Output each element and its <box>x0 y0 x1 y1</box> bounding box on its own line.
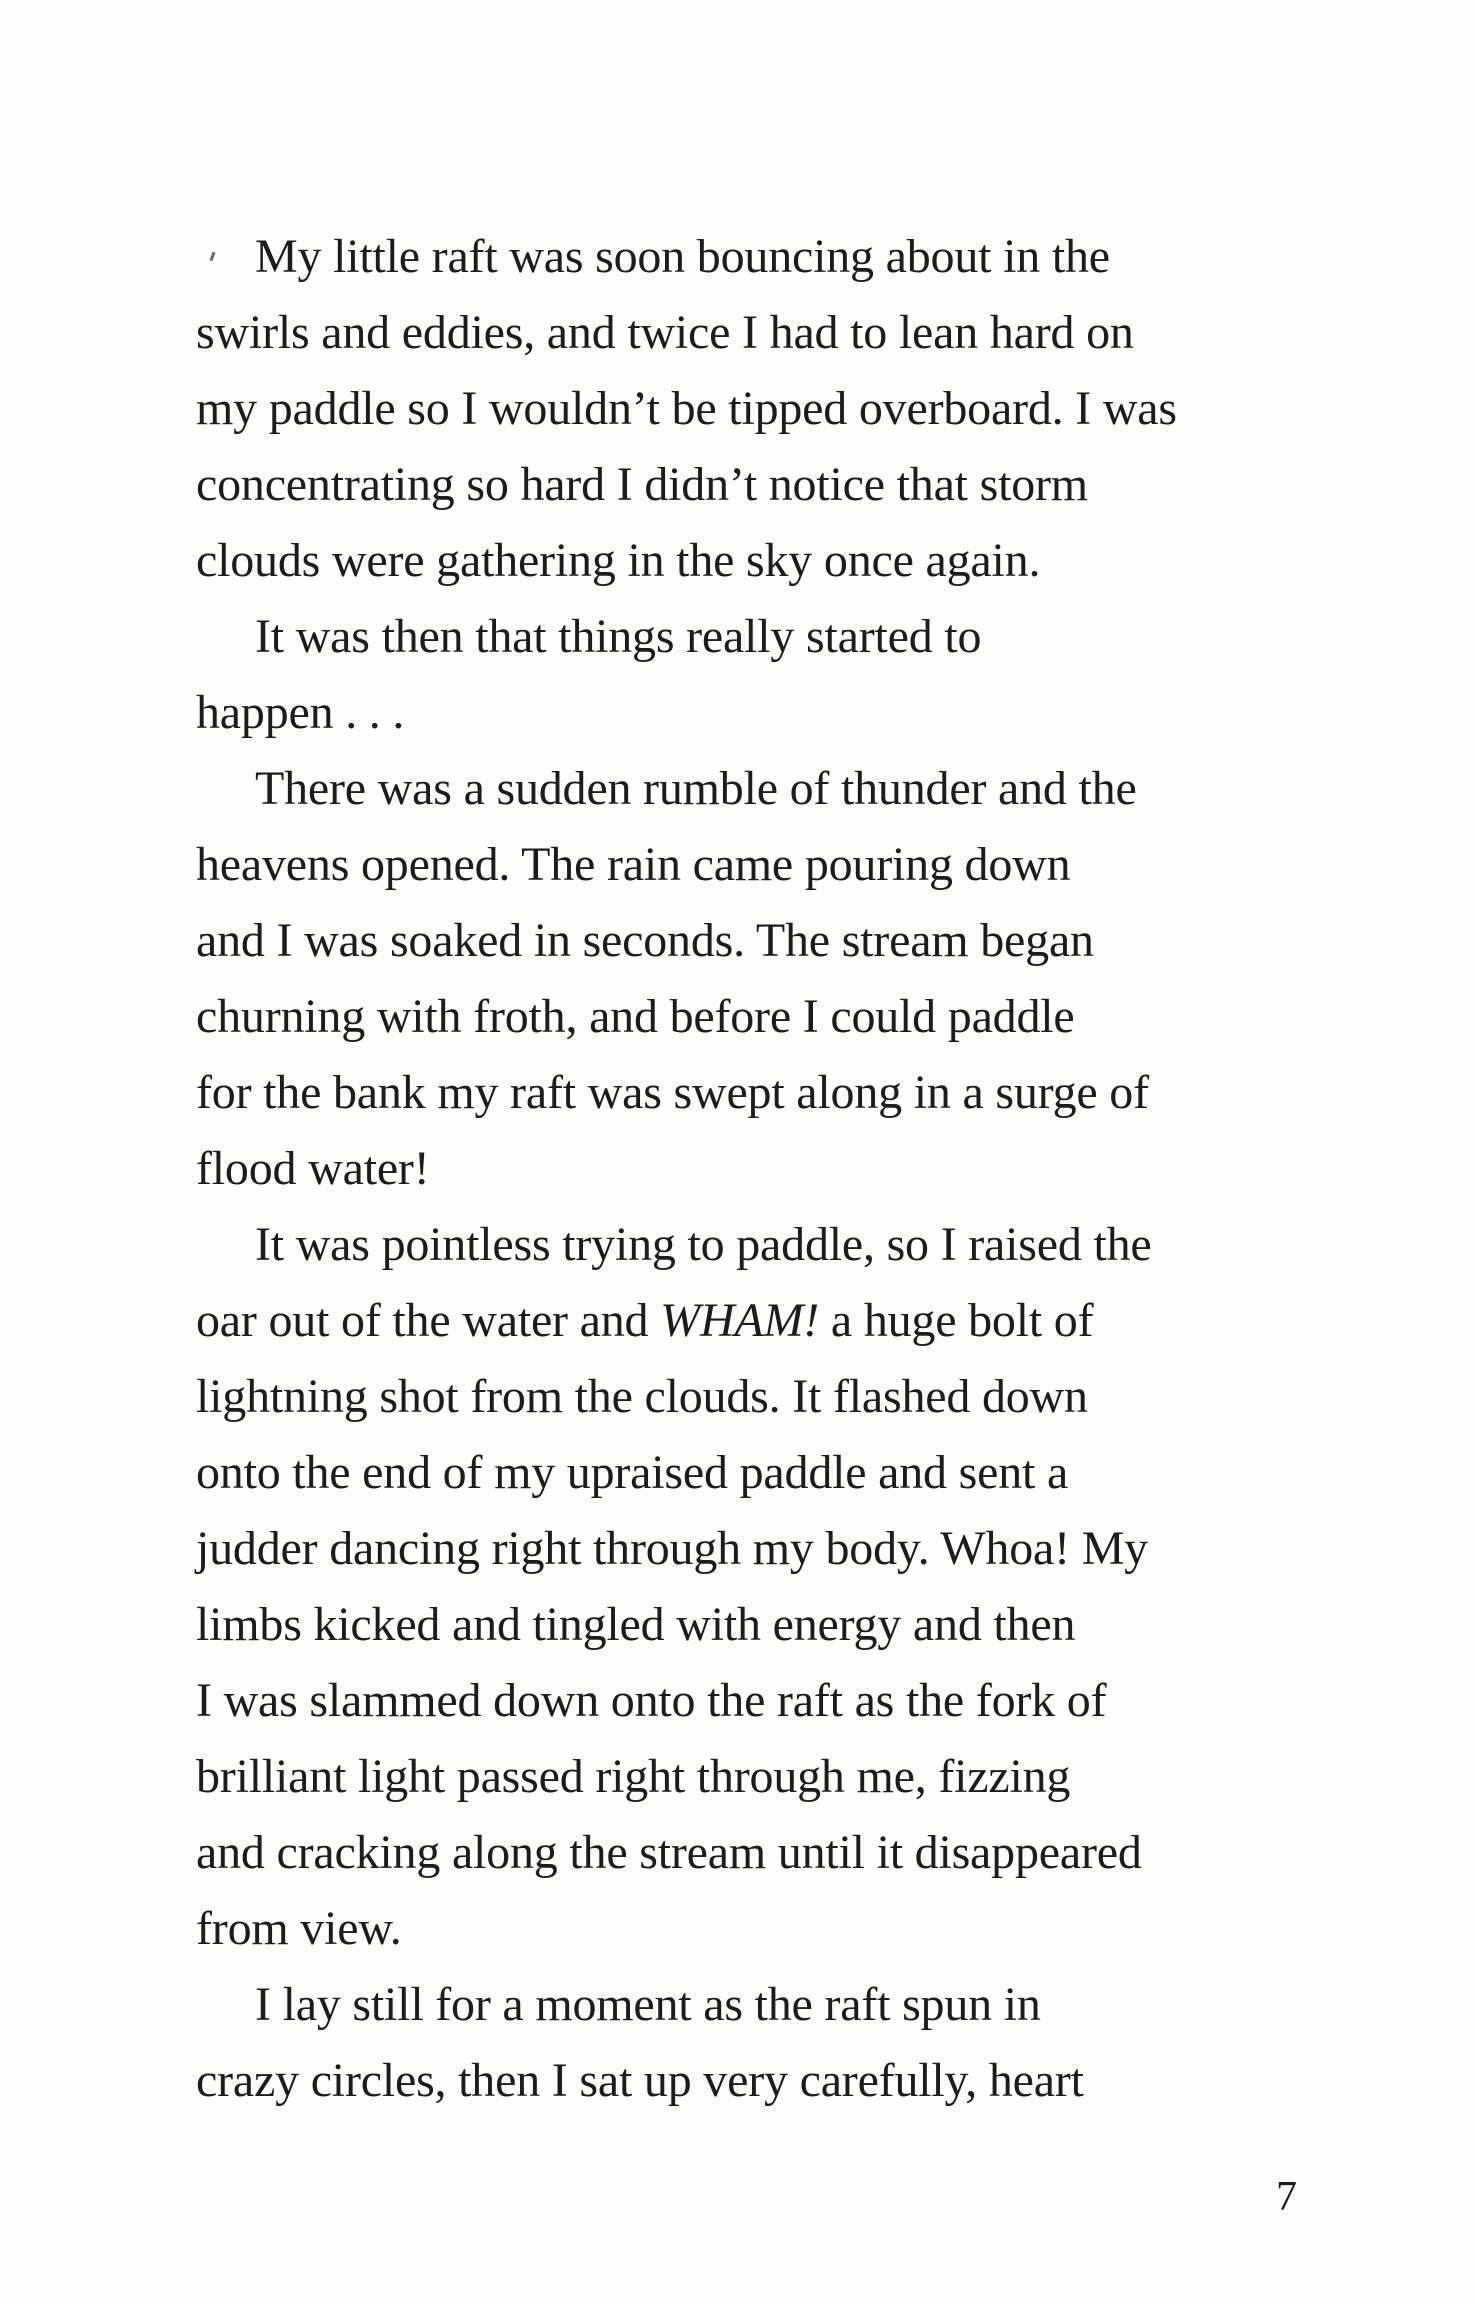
text-line: my paddle so I wouldn’t be tipped overboard. I was <box>196 382 1177 435</box>
text-line: for the bank my raft was swept along in a surge of <box>196 1066 1149 1119</box>
page-number: 7 <box>1276 2174 1297 2220</box>
text-line: churning with froth, and before I could paddle <box>196 990 1075 1043</box>
text-line: I was slammed down onto the raft as the fork of <box>196 1674 1107 1727</box>
text-line <box>196 1283 1306 1359</box>
text-line: I lay still for a moment as the raft spun in <box>255 1978 1041 2031</box>
text-line: clouds were gathering in the sky once again. <box>196 534 1041 587</box>
text-run: oar out of the water and <box>196 1294 661 1347</box>
text-line: limbs kicked and tingled with energy and then <box>196 1598 1076 1651</box>
text-line: heavens opened. The rain came pouring down <box>196 838 1071 891</box>
text-line: and cracking along the stream until it disappeared <box>196 1826 1142 1879</box>
text-line: lightning shot from the clouds. It flashed down <box>196 1370 1088 1423</box>
text-line: from view. <box>196 1902 402 1955</box>
text-line: There was a sudden rumble of thunder and the <box>255 762 1137 815</box>
text-line: flood water! <box>196 1142 430 1195</box>
body-text <box>196 219 1306 2119</box>
text-line: concentrating so hard I didn’t notice that storm <box>196 458 1088 511</box>
text-line: swirls and eddies, and twice I had to lean hard on <box>196 306 1134 359</box>
text-line: It was pointless trying to paddle, so I raised the <box>255 1218 1152 1271</box>
text-line: and I was soaked in seconds. The stream began <box>196 914 1094 967</box>
text-run: a huge bolt of <box>819 1294 1094 1347</box>
text-line: judder dancing right through my body. Whoa! My <box>196 1522 1148 1575</box>
text-line: onto the end of my upraised paddle and sent a <box>196 1446 1069 1499</box>
text-line: happen . . . <box>196 686 405 739</box>
text-line: crazy circles, then I sat up very carefully, heart <box>196 2054 1084 2107</box>
text-line: brilliant light passed right through me, fizzing <box>196 1750 1071 1803</box>
emphasis-text: WHAM! <box>660 1294 820 1347</box>
text-line: My little raft was soon bouncing about in the <box>255 230 1110 283</box>
text-line: It was then that things really started to <box>255 610 982 663</box>
